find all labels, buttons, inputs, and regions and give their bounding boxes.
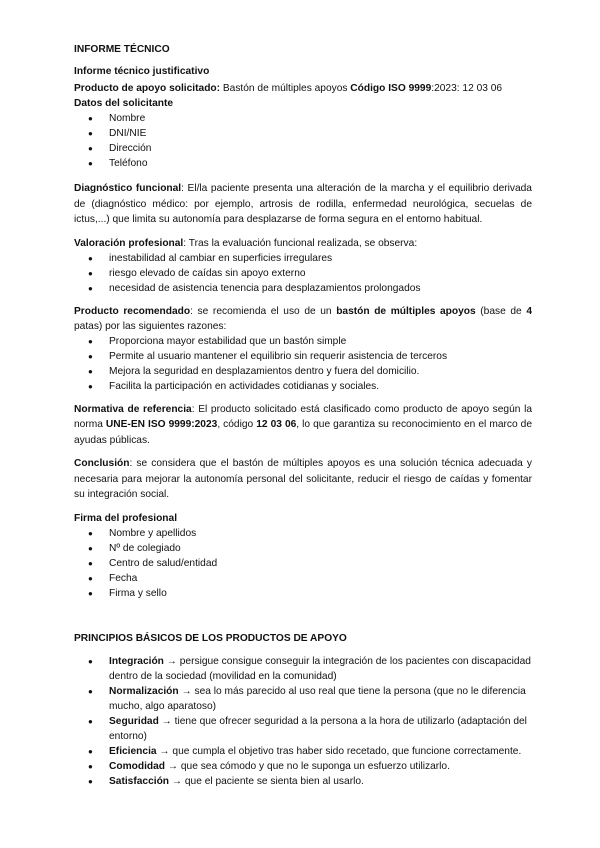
valoracion-text: : Tras la evaluación funcional realizada, se observa: (183, 237, 418, 249)
list-item: ● Facilita la participación en actividades cotidianas y sociales. (74, 379, 532, 394)
valoracion-paragraph (74, 236, 532, 251)
list-item: ● inestabilidad al cambiar en superficies irregulares (74, 251, 532, 266)
producto-solicitado-text: Bastón de múltiples apoyos (220, 83, 351, 94)
normativa-paragraph (74, 402, 532, 449)
normativa-text3: , lo que garantiza su reconocimiento en el marco de ayudas públicas. (74, 419, 532, 446)
diagnostico-paragraph (74, 181, 532, 228)
list-item: ● Nombre (74, 111, 532, 126)
solicitante-heading: Datos del solicitante (74, 98, 174, 109)
producto-recomendado-bold2: 4 (526, 305, 532, 317)
principio-text: → sea lo más parecido al uso real que tiene la persona (que no le diferencia mucho, algo aparatoso) (109, 685, 526, 712)
principio-term: Satisfacción (109, 775, 170, 787)
conclusion-text: : se considera que el bastón de múltiples apoyos es una solución técnica adecuada y necesaria para mejorar la autonomía personal del solicitante, reducir el riesgo de caídas y fomentar su integración social. (74, 458, 532, 500)
firma-heading: Firma del profesional (74, 512, 178, 524)
producto-recomendado-list (74, 334, 532, 394)
principio-text: → tiene que ofrecer seguridad a la persona a la hora de utilizarlo (adaptación del entorno) (109, 715, 527, 742)
principio-text: → que el paciente se sienta bien al usarlo. (169, 775, 364, 787)
list-item: ● Teléfono (74, 156, 532, 171)
valoracion-list (74, 251, 532, 296)
list-item: ● riesgo elevado de caídas sin apoyo externo (74, 266, 532, 281)
list-item (74, 714, 532, 744)
producto-solicitado (74, 81, 532, 96)
document-subtitle: Informe técnico justificativo (74, 66, 210, 77)
normativa-bold2: 12 03 06 (256, 419, 297, 430)
principio-text: → que sea cómodo y que no le suponga un esfuerzo utilizarlo. (165, 760, 450, 772)
principios-list (74, 654, 532, 789)
firma-list (74, 526, 532, 601)
normativa-label: Normativa de referencia (74, 403, 192, 415)
principio-term: Seguridad (109, 715, 159, 727)
list-item: ● Nombre y apellidos (74, 526, 532, 541)
principio-term: Eficiencia (109, 745, 157, 757)
principio-text: → persigue consigue conseguir la integración de los pacientes con discapacidad dentro de la sociedad (movilidad en la comunidad) (109, 655, 531, 682)
producto-recomendado-text2: (base de (475, 305, 527, 317)
list-item: ● Centro de salud/entidad (74, 556, 532, 571)
document-title: INFORME TÉCNICO (74, 44, 170, 55)
list-item: ● Dirección (74, 141, 532, 156)
list-item: ● Firma y sello (74, 586, 532, 601)
producto-solicitado-label: Producto de apoyo solicitado: (74, 83, 221, 94)
producto-recomendado-paragraph (74, 304, 532, 334)
list-item: ● Nº de colegiado (74, 541, 532, 556)
producto-recomendado-text1: : se recomienda el uso de un (190, 305, 337, 317)
principio-text: → que cumpla el objetivo tras haber sido recetado, que funcione correctamente. (156, 745, 522, 757)
document-page (74, 42, 532, 789)
list-item (74, 654, 532, 684)
list-item (74, 744, 532, 759)
principios-heading: PRINCIPIOS BÁSICOS DE LOS PRODUCTOS DE APOYO (74, 632, 347, 644)
normativa-text1: : El producto solicitado está clasificado como producto de apoyo según la norma (74, 403, 533, 430)
producto-recomendado-bold: bastón de múltiples apoyos (336, 305, 476, 317)
principio-term: Normalización (109, 685, 179, 697)
producto-recomendado-text3: patas) por las siguientes razones: (74, 320, 227, 332)
list-item: ● Permite al usuario mantener el equilibrio sin requerir asistencia de terceros (74, 349, 532, 364)
solicitante-list (74, 111, 532, 171)
list-item: ● Fecha (74, 571, 532, 586)
list-item: ● Mejora la seguridad en desplazamientos dentro y fuera del domicilio. (74, 364, 532, 379)
codigo-iso-label: Código ISO 9999 (350, 83, 432, 94)
list-item: ● Proporciona mayor estabilidad que un bastón simple (74, 334, 532, 349)
diagnostico-label: Diagnóstico funcional (74, 183, 182, 194)
conclusion-paragraph (74, 456, 532, 503)
list-item (74, 759, 532, 774)
principio-term: Comodidad (109, 760, 166, 772)
conclusion-label: Conclusión (74, 458, 130, 469)
normativa-bold1: UNE-EN ISO 9999:2023 (105, 419, 218, 430)
list-item: ● necesidad de asistencia tenencia para desplazamientos prolongados (74, 281, 532, 296)
producto-recomendado-label: Producto recomendado (74, 305, 191, 317)
list-item (74, 774, 532, 789)
codigo-iso-text: :2023: 12 03 06 (431, 83, 503, 94)
valoracion-label: Valoración profesional (74, 237, 184, 249)
diagnostico-text: : El/la paciente presenta una alteración de la marcha y el equilibrio derivada de (diagnóstico médico: por ejemplo, artrosis de rodilla, enfermedad neurológica, secuelas de ictus,...) que limita su autonomía para desplazarse de forma segura en el entorno habitual. (74, 183, 532, 225)
list-item: ● DNI/NIE (74, 126, 532, 141)
list-item (74, 684, 532, 714)
principio-term: Integración (109, 655, 164, 667)
normativa-text2: , código (217, 419, 257, 430)
